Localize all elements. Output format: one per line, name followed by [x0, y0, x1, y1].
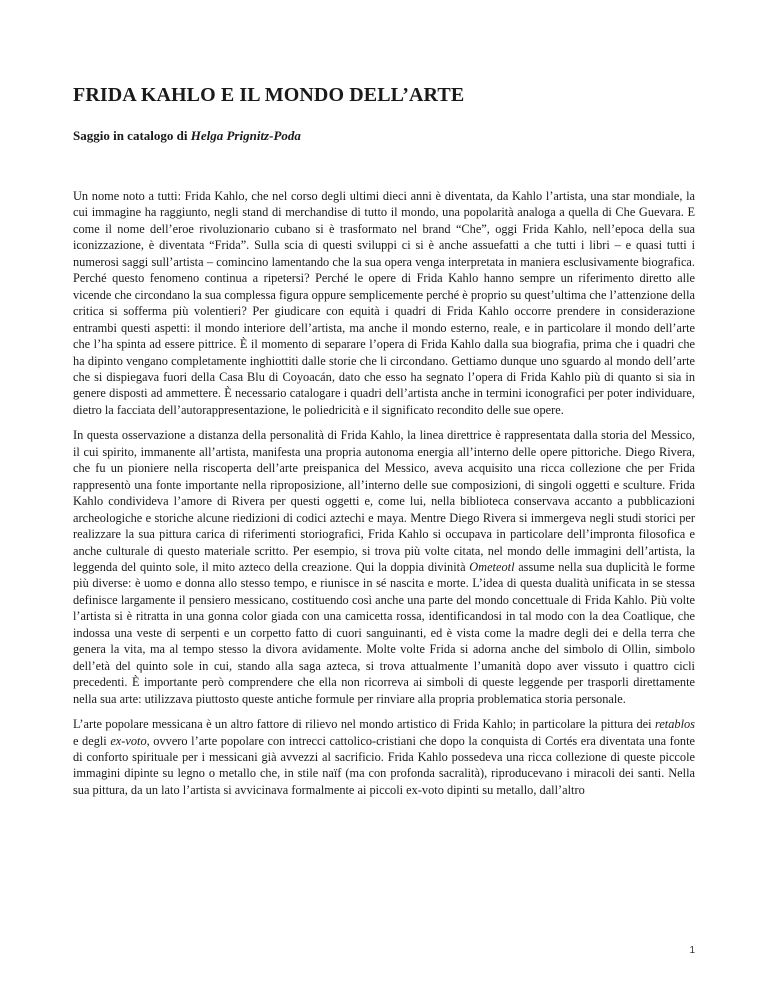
article-body [73, 188, 695, 807]
paragraph-3-part-b: e degli [73, 733, 111, 748]
paragraph-1: Un nome noto a tutti: Frida Kahlo, che nel corso degli ultimi dieci anni è diventata, da Kahlo l’artista, una star mondiale, la cui immagine ha raggiunto, negli stand di merchandise di tutto il mondo, una popolarità analoga a quella di Che Guevara. E come il nome dell’eroe rivoluzionario cubano si è trasformato nel brand “Che”, oggi Frida Kahlo, nell’epoca della sua iconizzazione, è diventata “Frida”. Sulla scia di questi sviluppi ci si è anche assuefatti a che tutti i libri – e quasi tutti i numerosi saggi sull’artista – comincino lamentando che la sua opera venga interpretata in maniera esclusivamente biografica. Perché questo fenomeno continua a ripetersi? Perché le opere di Frida Kahlo hanno sempre un riferimento diretto alle vicende che circondano la sua complessa figura oppure semplicemente perché è proprio su quest’ultima che l’attenzione della critica si sofferma più volentieri? Per giudicare con equità i quadri di Frida Kahlo occorre prendere in considerazione entrambi questi aspetti: il mondo interiore dell’artista, ma anche il mondo esterno, reale, e in particolare il mondo dell’arte che l’ha spinta ad essere pittrice. È il momento di separare l’opera di Frida Kahlo dalla sua biografia, prima che i quadri che ha dipinto vengano completamente inghiottiti dalle storie che li circondano. Gettiamo dunque uno sguardo al mondo dell’arte che si dispiegava fuori della Casa Blu di Coyoacán, dato che esso ha segnato l’opera di Frida Kahlo più di quanto si sia in genere disposti ad ammettere. È necessario catalogare i quadri dell’artista anche in termini iconografici per poter individuare, dietro la facciata dell’autorappresentazione, le poliedricità e il significato recondito delle sue opere. [73, 189, 695, 417]
paragraph-2-part-a: In questa osservazione a distanza della personalità di Frida Kahlo, la linea direttrice è rappresentata dalla storia del Messico, il cui spirito, immanente all’artista, manifesta una propria autonoma energia all’interno delle opere pittoriche. Diego Rivera, che fu un pioniere nella riscoperta dell’arte preispanica del Messico, aveva acquisito una ricca collezione che per Frida rappresentò una fonte importante nella riproposizione, all’interno delle sue composizioni, di singoli oggetti e sculture. Frida Kahlo condivideva l’amore di Rivera per questi oggetti e, come lui, nella biblioteca conservava accanto a pubblicazioni archeologiche e storiche alcune riedizioni di codici aztechi e maya. Mentre Diego Rivera si immergeva negli studi storici per realizzare la sua pittura carica di riferimenti storiografici, Frida Kahlo si occupava in particolare dell’impronta filosofica e anche culturale di questo materiale scritto. Per esempio, si trova più volte citata, nel mondo delle immagini dell’artista, la leggenda del quinto sole, il mito azteco della creazione. Qui la doppia divinità [73, 428, 695, 574]
document-subtitle [73, 128, 301, 144]
paragraph-3-emphasis-2: ex-voto [110, 733, 147, 748]
subtitle-prefix: Saggio in catalogo di [73, 128, 191, 143]
paragraph-2-part-b: assume nella sua duplicità le forme più diverse: è uomo e donna allo stesso tempo, e riunisce in sé nascita e morte. L’idea di questa dualità unificata in se stessa definisce largamente il pensiero messicano, costituendo così anche una parte del mondo concettuale di Frida Kahlo. Più volte l’artista si è ritratta in una gonna color giada con una camicetta rossa, identificandosi in tal modo con la dea Coatlique, che indossa una veste di serpenti e un corpetto fatto di cuori sanguinanti, ed è vista come la madre degli dei e della terra che genera la vita, ma al tempo stesso la divora avidamente. Molte volte Frida si adorna anche del simbolo di Ollin, simbolo dell’età del quinto sole in cui, stando alla saga azteca, si trova attualmente l’umanità dopo aver vissuto i quattro cicli precedenti. È importante però comprendere che ella non ricorreva ai simboli di queste leggende per trasporli direttamente nella sua arte: utilizzava piuttosto queste antiche formule per rinviare alla propria problematica storia personale. [73, 559, 696, 706]
paragraph-3-part-a: L’arte popolare messicana è un altro fattore di rilievo nel mondo artistico di Frida Kahlo; in particolare la pittura dei [73, 717, 655, 732]
subtitle-author: Helga Prignitz-Poda [190, 128, 301, 143]
paragraph-2 [73, 427, 695, 707]
paragraph-3 [73, 716, 695, 798]
paragraph-2-emphasis: Ometeotl [469, 559, 515, 574]
document-title: FRIDA KAHLO E IL MONDO DELL’ARTE [73, 84, 465, 106]
paragraph-3-emphasis-1: retablos [654, 717, 695, 732]
page-number: 1 [689, 945, 695, 956]
paragraph-3-part-c: , ovvero l’arte popolare con intrecci cattolico-cristiani che dopo la conquista di Cortés era diventata una fonte di conforto spirituale per i messicani già avvezzi al sacrificio. Frida Kahlo possedeva una ricca collezione di queste piccole immagini dipinte su legno o metallo che, in stile naïf (ma con profonda sacralità), riproducevano i miracoli dei santi. Nella sua pittura, da un lato l’artista si avvicinava formalmente ai piccoli ex-voto dipinti su metallo, dall’altro [73, 733, 695, 797]
